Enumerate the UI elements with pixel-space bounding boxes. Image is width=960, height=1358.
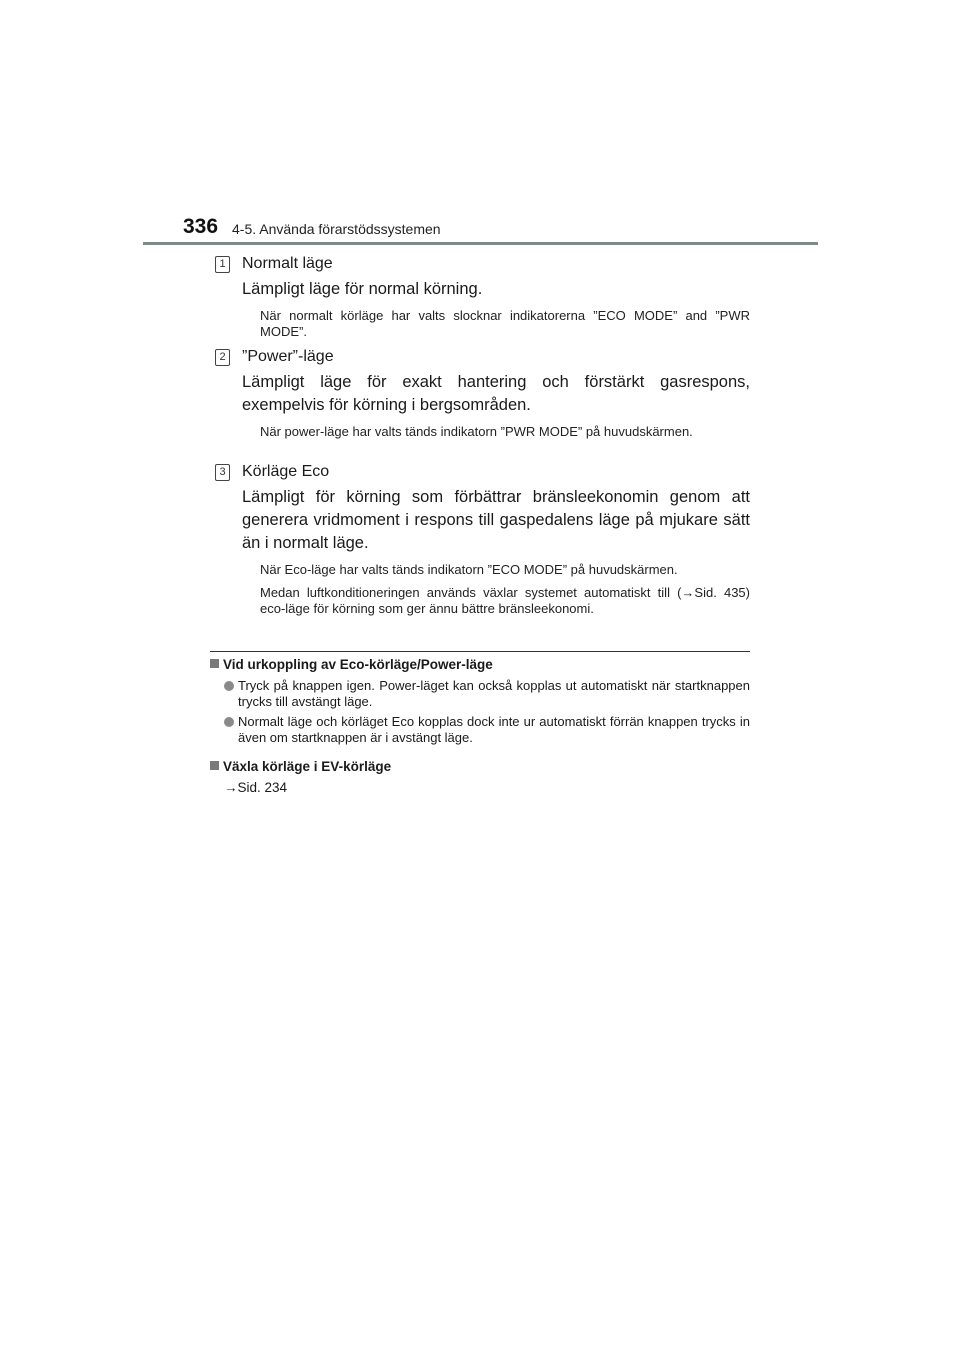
mode-title: Körläge Eco: [242, 463, 330, 480]
info-block-deactivate: [210, 656, 750, 746]
number-box-icon: 1: [215, 256, 230, 273]
header-rule: [143, 242, 818, 245]
mode-item-eco: [215, 462, 750, 617]
square-bullet-icon: [210, 659, 219, 668]
mode-description: Lämpligt läge för exakt hantering och förstärkt gasrespons, exempelvis för körning i bergsområden.: [242, 373, 750, 414]
bullet-item: Tryck på knappen igen. Power-läget kan också kopplas ut automatiskt när startknappen trycks till avstängt läge.: [210, 678, 750, 710]
info-heading: Växla körläge i EV-körläge: [210, 758, 750, 776]
mode-item-power: [215, 347, 750, 440]
mode-description: Lämpligt för körning som förbättrar bränsleekonomin genom att generera vridmoment i respons till gaspedalens läge på mjukare sätt än i normalt läge.: [242, 488, 750, 552]
mode-description: Lämpligt läge för normal körning.: [242, 280, 483, 298]
info-block-ev: [210, 758, 750, 797]
square-bullet-icon: [210, 761, 219, 770]
mode-item-normal: [215, 254, 750, 340]
mode-title: ”Power”-läge: [242, 348, 334, 365]
mode-note: När Eco-läge har valts tänds indikatorn ”ECO MODE” på huvudskärmen.: [260, 562, 678, 577]
number-box-icon: 2: [215, 349, 230, 366]
circle-bullet-icon: [224, 717, 234, 727]
bullet-item: Normalt läge och körläget Eco kopplas dock inte ur automatiskt förrän knappen trycks in även om startknappen är i avstängt läge.: [210, 714, 750, 746]
info-heading: Vid urkoppling av Eco-körläge/Power-läge: [210, 656, 750, 674]
page-reference-link[interactable]: →Sid. 234: [224, 780, 288, 795]
mode-note: När normalt körläge har valts slocknar indikatorerna ”ECO MODE” and ”PWR MODE”.: [260, 308, 750, 339]
section-divider: [210, 651, 750, 652]
number-box-icon: 3: [215, 464, 230, 481]
circle-bullet-icon: [224, 681, 234, 691]
page-number: 336: [183, 215, 219, 238]
mode-title: Normalt läge: [242, 255, 333, 272]
mode-note: Medan luftkonditioneringen används växlar systemet automatiskt till (→Sid. 435) eco-läge för körning som ger ännu bättre bränsleekonomi.: [260, 585, 750, 616]
section-title: 4-5. Använda förarstödssystemen: [232, 221, 441, 237]
mode-note: När power-läge har valts tänds indikatorn ”PWR MODE” på huvudskärmen.: [260, 424, 693, 439]
